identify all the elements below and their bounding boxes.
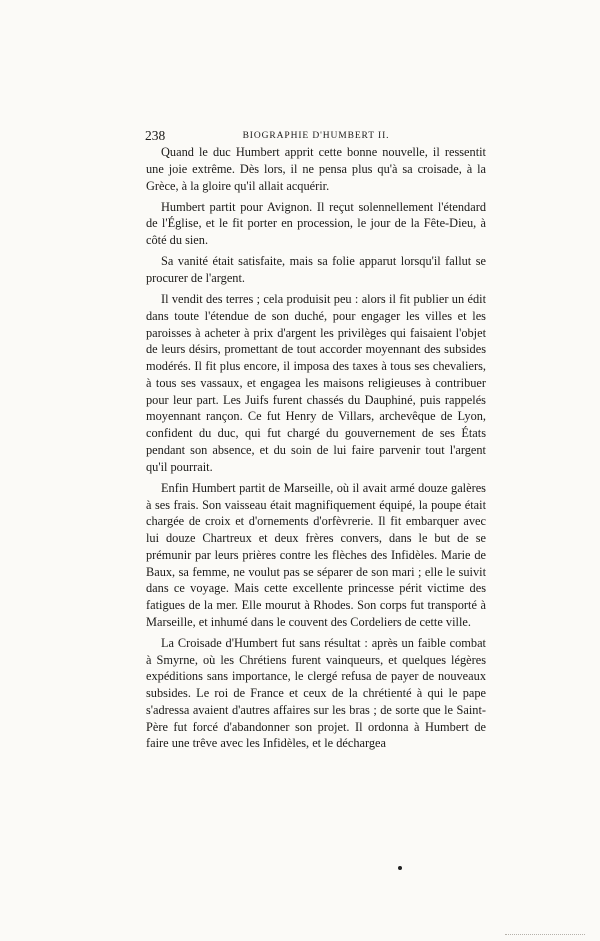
running-title: BIOGRAPHIE D'HUMBERT II. — [242, 131, 390, 141]
paragraph-2: Humbert partit pour Avignon. Il reçut solennellement l'étendard de l'Église, et le fit porter en procession, le jour de la Fête-Dieu, à côté du sien. — [146, 199, 486, 248]
ink-dot-mark — [398, 866, 402, 870]
paragraph-6: La Croisade d'Humbert fut sans résultat : après un faible combat à Smyrne, où les Chrétiens furent vainqueurs, et quelques légères expéditions sans importance, le clergé refusa de payer de nouveaux subsides. Le roi de France et ceux de la chrétienté à qui le pape s'adressa avaient d'autres affaires sur les bras ; de sorte que le Saint-Père fut forcé d'abandonner son projet. Il ordonna à Humbert de faire une trêve avec les Infidèles, et le déchargea — [146, 635, 486, 751]
page-number: 238 — [145, 128, 166, 143]
paragraph-5: Enfin Humbert partit de Marseille, où il avait armé douze galères à ses frais. Son vaisseau était magnifiquement équipé, la poupe était chargée de croix et d'ornements d'orfèvrerie. Il fit embarquer avec lui douze Chartreux et deux frères convers, dans le but de se prémunir par leurs prières contre les flèches des Infidèles. Marie de Baux, sa femme, ne voulut pas se séparer de son mari ; elle le suivit dans ce voyage. Mais cette excellente princesse périt victime des fatigues de la mer. Elle mourut à Rhodes. Son corps fut transporté à Marseille, et inhumé dans le couvent des Cordeliers de cette ville. — [146, 480, 486, 629]
scan-edge-mark — [505, 934, 585, 937]
page-header — [145, 128, 487, 144]
paragraph-3: Sa vanité était satisfaite, mais sa folie apparut lorsqu'il fallut se procurer de l'argent. — [146, 254, 486, 286]
paragraph-4: Il vendit des terres ; cela produisit peu : alors il fit publier un édit dans toute l'étendue de son duché, pour engager les villes et les paroisses à acheter à prix d'argent les privilèges qui faisaient l'objet de leurs désirs, promettant de tout accorder moyennant des subsides modérés. Il fit plus encore, il imposa des taxes à tous ses chevaliers, à tous ses vassaux, et engagea les maisons religieuses à contribuer pour leur part. Les Juifs furent chassés du Dauphiné, puis rappelés moyennant rançon. Ce fut Henry de Villars, archevêque de Lyon, confident du duc, qui fut chargé du gouvernement de ses États pendant son absence, et du soin de lui faire parvenir tout l'argent qu'il pourrait. — [146, 292, 486, 474]
body-text — [146, 144, 486, 757]
paragraph-1: Quand le duc Humbert apprit cette bonne nouvelle, il ressentit une joie extrême. Dès lors, il ne pensa plus qu'à sa croisade, à la Grèce, à la gloire qu'il allait acquérir. — [146, 145, 486, 193]
